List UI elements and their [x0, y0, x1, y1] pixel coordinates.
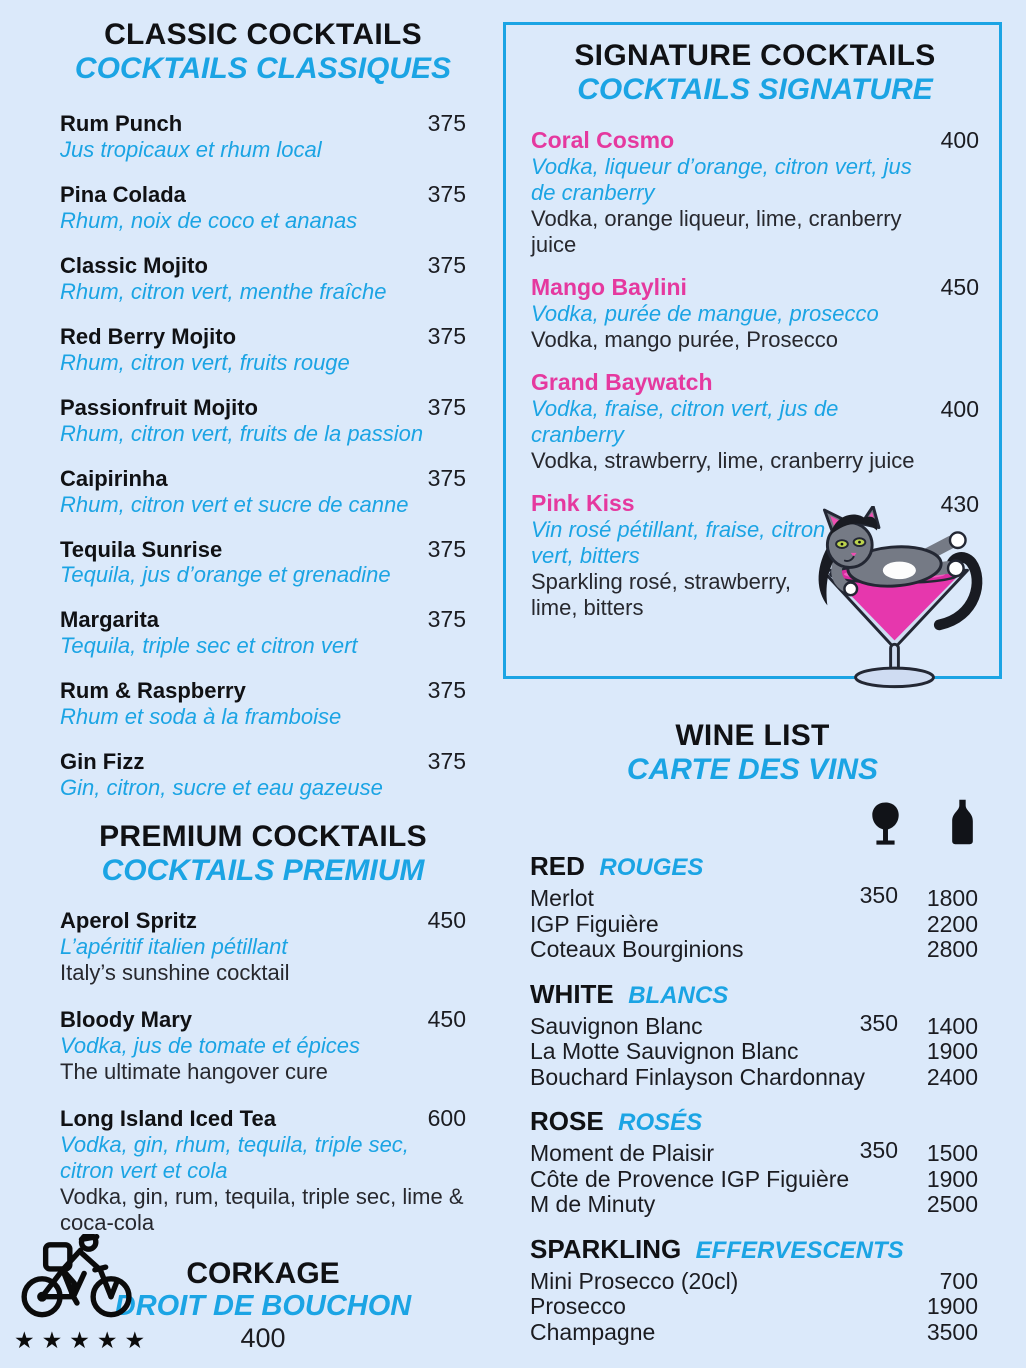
menu-item [531, 490, 979, 670]
classic-section [60, 18, 466, 801]
wine-name: Bouchard Finlayson Chardonnay [530, 1063, 865, 1090]
item-name: Bloody Mary [60, 1007, 193, 1033]
wine-section-sparkling [530, 1234, 978, 1346]
wine-section-name-fr: EFFERVESCENTS [695, 1236, 904, 1264]
item-price: 375 [427, 535, 466, 562]
wine-row [530, 1192, 978, 1218]
menu-item [60, 466, 466, 518]
wine-row [530, 1167, 978, 1193]
item-price: 600 [427, 1104, 466, 1131]
wine-list-section [503, 719, 1002, 1345]
item-name: Rum Punch [60, 111, 183, 137]
wine-rows [530, 1269, 978, 1346]
bottle-price: 2200 [926, 910, 978, 937]
bottle-price: 3500 [926, 1318, 978, 1345]
wine-section-rose [530, 1106, 978, 1218]
wine-section-header [530, 1106, 978, 1141]
menu-item-row [60, 908, 466, 934]
wine-name: Sauvignon Blanc [530, 1012, 703, 1039]
wine-row [530, 1269, 978, 1295]
item-price: 400 [940, 396, 979, 423]
menu-item-row [60, 537, 466, 563]
wine-name: Merlot [530, 885, 594, 912]
menu-item [60, 324, 466, 376]
item-name: Red Berry Mojito [60, 323, 237, 349]
item-price: 375 [427, 322, 466, 349]
item-desc-fr: Rhum, citron vert, menthe fraîche [60, 278, 387, 304]
menu-item [60, 111, 466, 163]
item-price: 375 [427, 677, 466, 704]
menu-item-row [60, 607, 466, 633]
menu-item-row [60, 1007, 466, 1033]
item-desc-en: Vodka, orange liqueur, lime, cranberry juice [531, 206, 902, 258]
item-name: Rum & Raspberry [60, 678, 246, 704]
bottle-price: 700 [939, 1267, 978, 1294]
menu-item-row [60, 253, 466, 279]
item-desc-fr: Rhum, citron vert, fruits rouge [60, 349, 350, 375]
bottle-price: 1500 [926, 1140, 978, 1167]
signature-section-box [503, 22, 1002, 679]
glass-price: 350 [859, 1137, 898, 1164]
wine-name: M de Minuty [530, 1191, 656, 1218]
wine-rows [530, 1141, 978, 1218]
wine-section-header [530, 1234, 978, 1269]
premium-items [60, 908, 466, 1235]
classic-items [60, 111, 466, 801]
five-star-rating: ★★★★★ [14, 1327, 153, 1353]
signature-title-en: SIGNATURE COCKTAILS [574, 39, 936, 72]
item-desc-en: Sparkling rosé, strawberry, lime, bitters [531, 569, 792, 621]
wine-name: IGP Figuière [530, 910, 659, 937]
item-price: 400 [940, 127, 979, 154]
wine-name: Champagne [530, 1318, 656, 1345]
item-desc-fr: Rhum, noix de coco et ananas [60, 207, 358, 233]
wine-row [530, 1039, 978, 1065]
menu-item [60, 395, 466, 447]
item-desc-fr: Vodka, jus de tomate et épices [60, 1033, 361, 1059]
wine-title-fr: CARTE DES VINS [626, 752, 879, 786]
item-desc-fr: Rhum, citron vert et sucre de canne [60, 491, 409, 517]
bottle-price: 2800 [926, 936, 978, 963]
corkage-title-fr: DROIT DE BOUCHON [114, 1289, 412, 1322]
signature-items [531, 127, 979, 670]
wine-name: Moment de Plaisir [530, 1140, 715, 1167]
wine-section-header [530, 979, 978, 1014]
menu-item [531, 274, 979, 353]
right-column [503, 22, 1002, 1361]
menu-item [60, 182, 466, 234]
menu-item [60, 908, 466, 986]
pink-kiss-text [531, 490, 836, 621]
corkage-price: 400 [240, 1323, 286, 1354]
wine-bottle-icon [949, 797, 976, 847]
item-price: 450 [427, 907, 466, 934]
item-desc-fr: Vodka, fraise, citron vert, jus de cranberry [531, 396, 839, 448]
bottle-price: 1900 [926, 1038, 978, 1065]
item-desc-en: Vodka, gin, rum, tequila, triple sec, lime & coca-cola [60, 1183, 464, 1235]
item-price: 375 [427, 251, 466, 278]
item-price: 430 [940, 491, 979, 518]
item-desc-fr: Rhum et soda à la framboise [60, 704, 342, 730]
menu-item [531, 369, 979, 474]
premium-heading [60, 820, 466, 888]
wine-name: Côte de Provence IGP Figuière [530, 1165, 850, 1192]
menu-item-row [60, 678, 466, 704]
wine-section-name-en: ROSE [530, 1106, 604, 1137]
menu-item [60, 1106, 466, 1236]
item-desc-fr: Jus tropicaux et rhum local [60, 137, 322, 163]
menu-item-row [60, 324, 466, 350]
item-desc-en: Italy’s sunshine cocktail [60, 960, 290, 986]
item-name: Caipirinha [60, 465, 168, 491]
menu-item [531, 127, 979, 258]
item-name: Coral Cosmo [531, 127, 675, 154]
wine-row [530, 937, 978, 963]
glass-price: 350 [859, 1009, 898, 1036]
item-price: 450 [427, 1006, 466, 1033]
wine-section-name-en: RED [530, 851, 585, 882]
item-price: 375 [427, 464, 466, 491]
item-price: 450 [940, 274, 979, 301]
item-desc-en: Vodka, strawberry, lime, cranberry juice [531, 448, 915, 474]
wine-section-red [530, 851, 978, 963]
item-desc-fr: Gin, citron, sucre et eau gazeuse [60, 775, 383, 801]
wine-glass-icon [869, 801, 902, 847]
menu-item-row [60, 749, 466, 775]
item-price: 375 [427, 110, 466, 137]
wine-row [530, 1294, 978, 1320]
item-price: 375 [427, 748, 466, 775]
premium-section [60, 820, 466, 1236]
menu-item [60, 749, 466, 801]
delivery-rating-block [14, 1234, 153, 1353]
premium-title-en: PREMIUM COCKTAILS [99, 820, 427, 854]
wine-section-name-en: WHITE [530, 978, 614, 1009]
item-price: 375 [427, 606, 466, 633]
classic-title-en: CLASSIC COCKTAILS [104, 18, 422, 51]
wine-row [530, 1141, 978, 1167]
item-desc-fr: Rhum, citron vert, fruits de la passion [60, 420, 424, 446]
menu-item [60, 678, 466, 730]
cat-martini-illustration [805, 506, 985, 696]
menu-item [60, 607, 466, 659]
bottle-price: 1400 [926, 1012, 978, 1039]
item-desc-fr: Vodka, purée de mangue, prosecco [531, 301, 879, 327]
item-name: Aperol Spritz [60, 908, 197, 934]
wine-section-header [530, 851, 978, 886]
wine-row [530, 912, 978, 938]
item-desc-fr: Vin rosé pétillant, fraise, citron vert, bitters [531, 517, 826, 569]
item-name: Grand Baywatch [531, 369, 713, 396]
wine-rows [530, 886, 978, 963]
item-name: Passionfruit Mojito [60, 394, 258, 420]
wine-name: Coteaux Bourginions [530, 936, 744, 963]
corkage-title-en: CORKAGE [186, 1256, 340, 1290]
item-desc-fr: Vodka, liqueur d’orange, citron vert, jus de cranberry [531, 154, 912, 206]
menu-item-row [60, 395, 466, 421]
wine-price-column-icons [530, 795, 978, 851]
item-name: Margarita [60, 607, 160, 633]
item-name: Classic Mojito [60, 252, 208, 278]
premium-title-fr: COCKTAILS PREMIUM [101, 853, 425, 887]
item-name: Pina Colada [60, 182, 186, 207]
item-desc-en: The ultimate hangover cure [60, 1059, 328, 1085]
item-desc-fr: Vodka, gin, rhum, tequila, triple sec, citron vert et cola [60, 1131, 409, 1183]
menu-item-row [60, 111, 466, 137]
menu-item [60, 253, 466, 305]
item-name: Gin Fizz [60, 749, 145, 775]
signature-title-fr: COCKTAILS SIGNATURE [577, 72, 933, 106]
bottle-price: 1900 [926, 1165, 978, 1192]
menu-item-row [60, 182, 466, 208]
wine-rows [530, 1014, 978, 1091]
classic-title-fr: COCKTAILS CLASSIQUES [74, 51, 452, 85]
item-desc-fr: L’apéritif italien pétillant [60, 934, 288, 960]
item-price: 375 [427, 393, 466, 420]
wine-row [530, 1014, 978, 1040]
bottle-price: 2400 [926, 1063, 978, 1090]
wine-name: Prosecco [530, 1293, 626, 1320]
wine-row [530, 1065, 978, 1091]
item-desc-en: Vodka, mango purée, Prosecco [531, 327, 838, 353]
item-name: Tequila Sunrise [60, 536, 223, 562]
bottle-price: 1800 [926, 885, 978, 912]
delivery-bike-icon [16, 1234, 138, 1320]
wine-name: La Motte Sauvignon Blanc [530, 1038, 799, 1065]
menu-item [60, 1007, 466, 1085]
wine-name: Mini Prosecco (20cl) [530, 1267, 739, 1294]
item-price: 375 [427, 181, 466, 207]
wine-body [530, 795, 978, 1345]
menu-item-row [531, 274, 979, 301]
item-name: Mango Baylini [531, 274, 687, 301]
item-desc-fr: Tequila, jus d’orange et grenadine [60, 562, 391, 588]
item-name: Long Island Iced Tea [60, 1105, 276, 1131]
wine-title-en: WINE LIST [675, 719, 830, 753]
wine-row [530, 1320, 978, 1346]
glass-price: 350 [859, 882, 898, 909]
wine-section-name-fr: ROUGES [599, 854, 704, 882]
item-name: Pink Kiss [531, 490, 635, 517]
bottle-price: 1900 [926, 1293, 978, 1320]
wine-section-name-en: SPARKLING [530, 1233, 682, 1264]
bottle-price: 2500 [926, 1191, 978, 1218]
menu-item-row [60, 466, 466, 492]
left-column [60, 18, 466, 1356]
wine-section-name-fr: ROSÉS [618, 1109, 703, 1137]
menu-item [60, 537, 466, 589]
wine-section-white [530, 979, 978, 1091]
wine-section-name-fr: BLANCS [628, 981, 729, 1009]
menu-item-row [60, 1106, 466, 1132]
menu-item-row [531, 127, 979, 154]
wine-row [530, 886, 978, 912]
item-desc-fr: Tequila, triple sec et citron vert [60, 633, 358, 659]
